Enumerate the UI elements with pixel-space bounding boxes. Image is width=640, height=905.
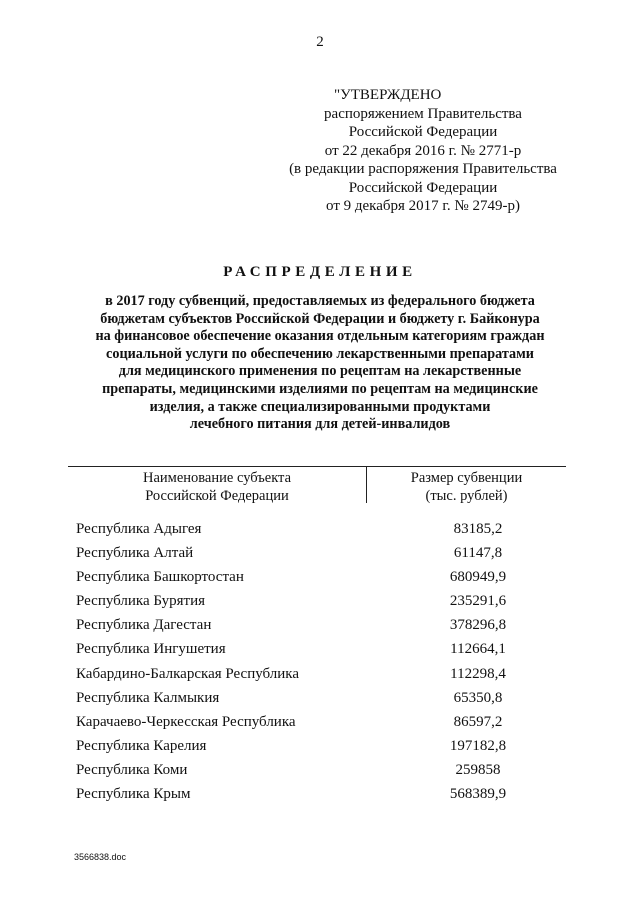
- column-header-name-line: Наименование субъекта: [142, 470, 292, 486]
- document-title: РАСПРЕДЕЛЕНИЕ: [223, 264, 417, 280]
- subvention-amount-text: 65350,8: [453, 689, 503, 706]
- region-name: Карачаево-Черкесская Республика: [76, 713, 296, 730]
- table-row: [76, 710, 566, 734]
- table-row: [76, 517, 566, 541]
- table-body: [76, 517, 566, 806]
- region-name: Республика Крым: [76, 786, 191, 803]
- footer-filename: 3566838.doc: [74, 852, 127, 862]
- region-name: Республика Ингушетия: [76, 641, 226, 658]
- table-row: [76, 662, 566, 686]
- approval-line: Российской Федерации: [348, 179, 498, 196]
- table-row: [76, 613, 566, 637]
- column-header-value-line: (тыс. рублей): [425, 488, 508, 504]
- approval-line: Российской Федерации: [348, 124, 498, 140]
- approval-line: от 9 декабря 2017 г. № 2749-р): [326, 198, 520, 214]
- region-name: Республика Коми: [76, 761, 188, 778]
- table-row: [76, 782, 566, 806]
- table-row: [76, 637, 566, 661]
- subvention-amount-text: 235291,6: [449, 593, 507, 610]
- subvention-amount-text: 86597,2: [453, 713, 503, 730]
- table-header: [68, 467, 566, 505]
- region-name: Республика Алтай: [76, 545, 194, 562]
- column-header-value-line: Размер субвенции: [410, 470, 523, 486]
- subvention-amount-text: 112664,1: [450, 641, 506, 658]
- approval-stamp: [268, 86, 578, 216]
- subvention-amount-text: 197182,8: [449, 737, 507, 754]
- subtitle-line: бюджетам субъектов Российской Федерации и бюджету г. Байконура: [100, 310, 540, 327]
- table-row: [76, 758, 566, 782]
- subtitle-line: препараты, медицинскими изделиями по рецептам на медицинские: [102, 380, 538, 397]
- subtitle-line: социальной услуги по обеспечению лекарственными препаратами: [106, 345, 534, 362]
- approval-line: распоряжением Правительства: [324, 105, 522, 122]
- region-name: Республика Башкортостан: [76, 569, 244, 586]
- region-name: Республика Дагестан: [76, 617, 212, 634]
- subtitle-line: изделия, а также специализированными продуктами: [149, 398, 491, 415]
- column-header-name-line: Российской Федерации: [145, 488, 289, 504]
- column-header-value: [367, 469, 566, 505]
- subvention-amount-text: 680949,9: [449, 569, 507, 586]
- page-number: 2: [316, 34, 324, 50]
- approval-line: от 22 декабря 2016 г. № 2771-р: [324, 142, 522, 159]
- column-header-name: [68, 469, 366, 505]
- subtitle-line: лечебного питания для детей-инвалидов: [189, 416, 451, 433]
- subtitle-line: на финансовое обеспечение оказания отдельным категориям граждан: [95, 328, 545, 345]
- table-row: [76, 686, 566, 710]
- subvention-amount-text: 378296,8: [449, 617, 507, 634]
- table-row: [76, 589, 566, 613]
- table-row: [76, 541, 566, 565]
- table-row: [76, 734, 566, 758]
- region-name: Республика Калмыкия: [76, 689, 220, 706]
- document-subtitle: [40, 293, 600, 434]
- subvention-amount-text: 112298,4: [450, 665, 506, 682]
- region-name: Республика Карелия: [76, 737, 207, 754]
- approval-line: (в редакции распоряжения Правительства: [289, 161, 557, 177]
- subvention-amount-text: 83185,2: [453, 521, 503, 537]
- subtitle-line: для медицинского применения по рецептам на лекарственные: [118, 363, 522, 380]
- region-name: Республика Бурятия: [76, 593, 206, 610]
- region-name: Республика Адыгея: [76, 521, 202, 537]
- subtitle-line: в 2017 году субвенций, предоставляемых из федерального бюджета: [105, 293, 535, 309]
- table-row: [76, 565, 566, 589]
- subvention-amount-text: 568389,9: [449, 786, 507, 803]
- subvention-amount-text: 259858: [455, 761, 501, 778]
- approval-heading: "УТВЕРЖДЕНО: [334, 87, 442, 103]
- region-name: Кабардино-Балкарская Республика: [76, 665, 300, 682]
- subvention-amount-text: 61147,8: [453, 545, 503, 562]
